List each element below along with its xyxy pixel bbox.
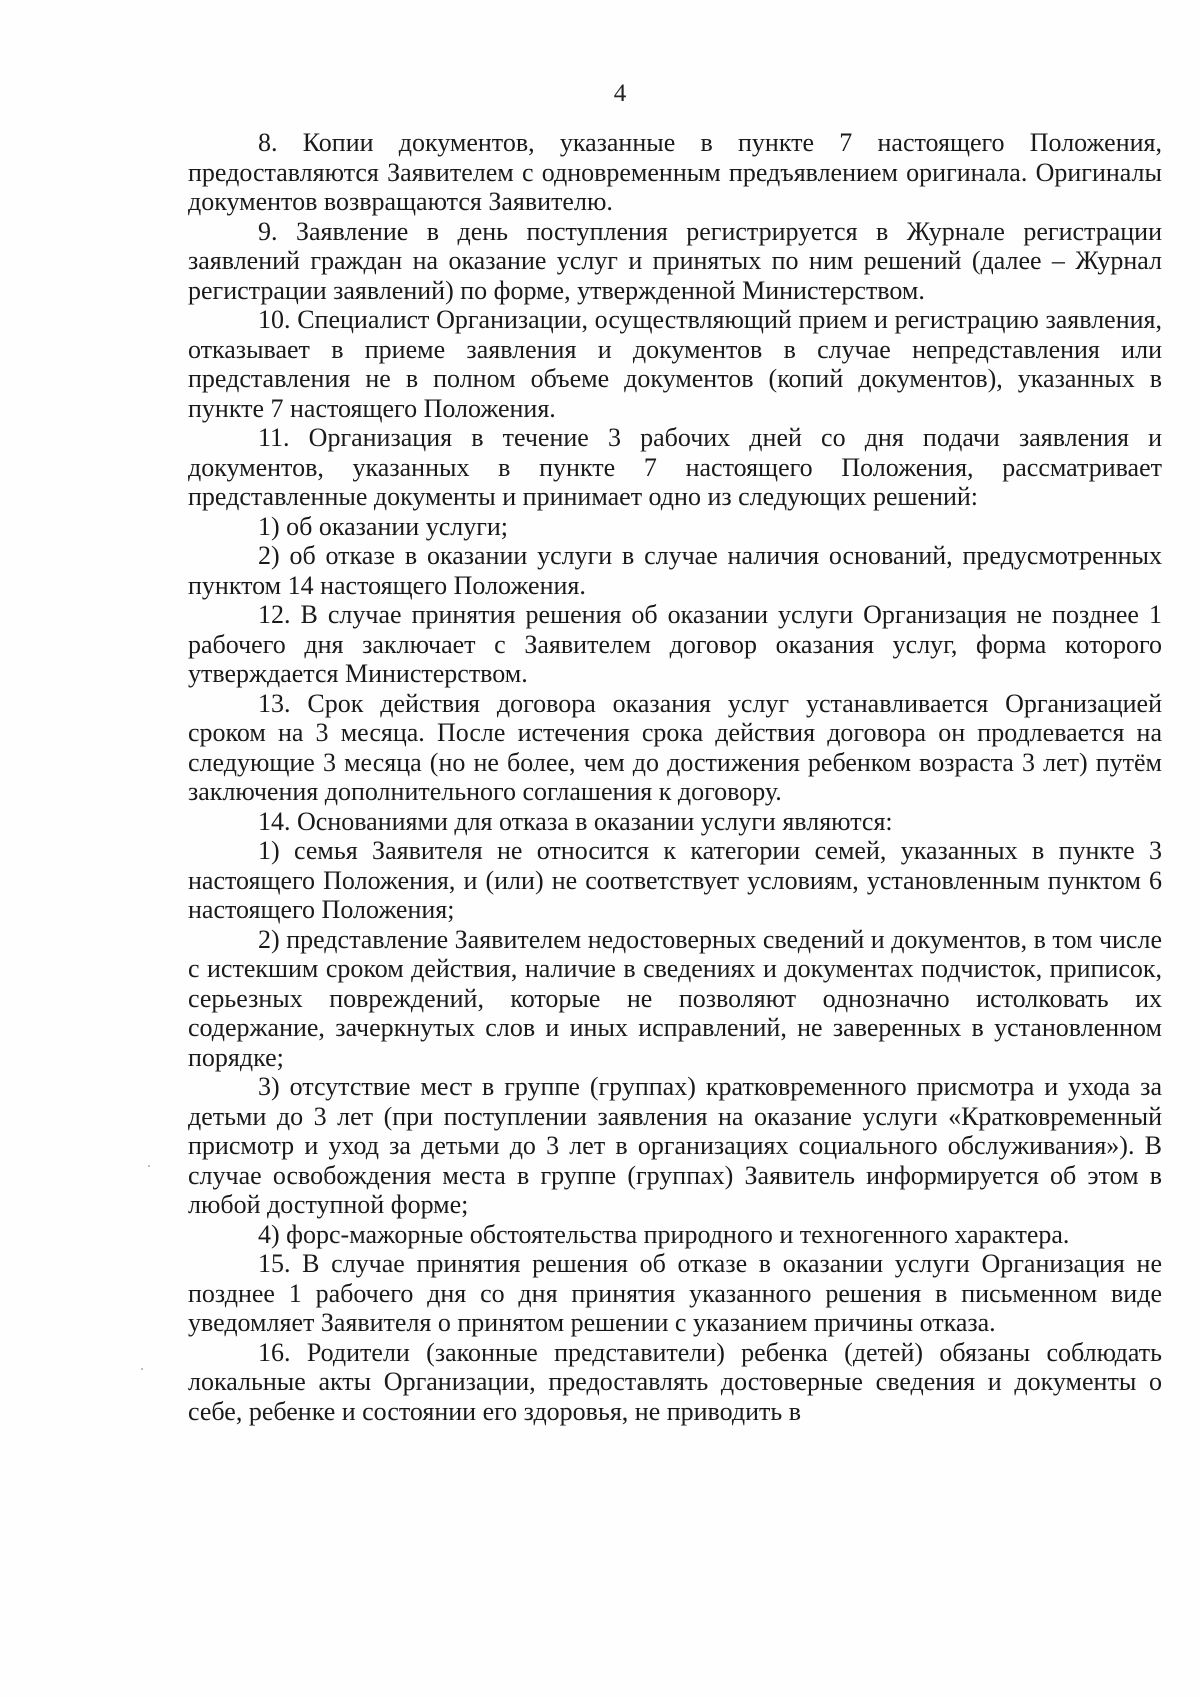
paragraph-9: 9. Заявление в день поступления регистрируется в Журнале регистрации заявлений граждан на оказание услуг и принятых по ним решений (далее – Журнал регистрации заявлений) по форме, утвержденной Министерством. [188, 216, 1162, 305]
paragraph-14-item-2: 2) представление Заявителем недостоверных сведений и документов, в том числе с истекшим сроком действия, наличие в сведениях и документах подчисток, приписок, серьезных повреждений, которые не позволяют однозначно истолковать их содержание, зачеркнутых слов и иных исправлений, не заверенных в установленном порядке; [188, 924, 1162, 1072]
page-number: 4 [613, 80, 627, 107]
paragraph-8: 8. Копии документов, указанные в пункте 7 настоящего Положения, предоставляются Заявителем с одновременным предъявлением оригинала. Оригиналы документов возвращаются Заявителю. [188, 128, 1162, 216]
paragraph-13: 13. Срок действия договора оказания услуг устанавливается Организацией сроком на 3 месяца. После истечения срока действия договора он продлевается на следующие 3 месяца (но не более, чем до достижения ребенком возраста 3 лет) путём заключения дополнительного соглашения к договору. [188, 688, 1162, 806]
paragraph-10: 10. Специалист Организации, осуществляющий прием и регистрацию заявления, отказывает в приеме заявления и документов в случае непредставления или представления не в полном объеме документов (копий документов), указанных в пункте 7 настоящего Положения. [188, 305, 1162, 423]
paragraph-12: 12. В случае принятия решения об оказании услуги Организация не позднее 1 рабочего дня заключает с Заявителем договор оказания услуг, форма которого утверждается Министерством. [188, 600, 1162, 688]
document-body [188, 128, 1162, 1426]
paragraph-14-item-3: 3) отсутствие мест в группе (группах) кратковременного присмотра и ухода за детьми до 3 лет (при поступлении заявления на оказание услуги «Кратковременный присмотр и уход за детьми до 3 лет в организациях социального обслуживания»). В случае освобождения места в группе (группах) Заявитель информируется об этом в любой доступной форме; [188, 1072, 1162, 1219]
paragraph-11-item-1: 1) об оказании услуги; [258, 511, 509, 541]
paragraph-15: 15. В случае принятия решения об отказе в оказании услуги Организация не позднее 1 рабочего дня со дня принятия указанного решения в письменном виде уведомляет Заявителя о принятом решении с указанием причины отказа. [188, 1249, 1162, 1337]
paragraph-14-item-1: 1) семья Заявителя не относится к категории семей, указанных в пункте 3 настоящего Положения, и (или) не соответствует условиям, установленным пунктом 6 настоящего Положения; [188, 836, 1162, 924]
paragraph-16: 16. Родители (законные представители) ребенка (детей) обязаны соблюдать локальные акты Организации, предоставлять достоверные сведения и документы о себе, ребенке и состоянии его здоровья, не приводить в [188, 1337, 1162, 1426]
paragraph-11-item-2: 2) об отказе в оказании услуги в случае наличия оснований, предусмотренных пунктом 14 настоящего Положения. [188, 541, 1162, 600]
paragraph-14: 14. Основаниями для отказа в оказании услуги являются: [258, 806, 893, 836]
paragraph-11: 11. Организация в течение 3 рабочих дней со дня подачи заявления и документов, указанных в пункте 7 настоящего Положения, рассматривает представленные документы и принимает одно из следующих решений: [188, 423, 1162, 511]
scan-speck [148, 1165, 150, 1167]
paragraph-14-item-4: 4) форс-мажорные обстоятельства природного и техногенного характера. [258, 1219, 1070, 1249]
scan-speck [141, 1368, 143, 1370]
